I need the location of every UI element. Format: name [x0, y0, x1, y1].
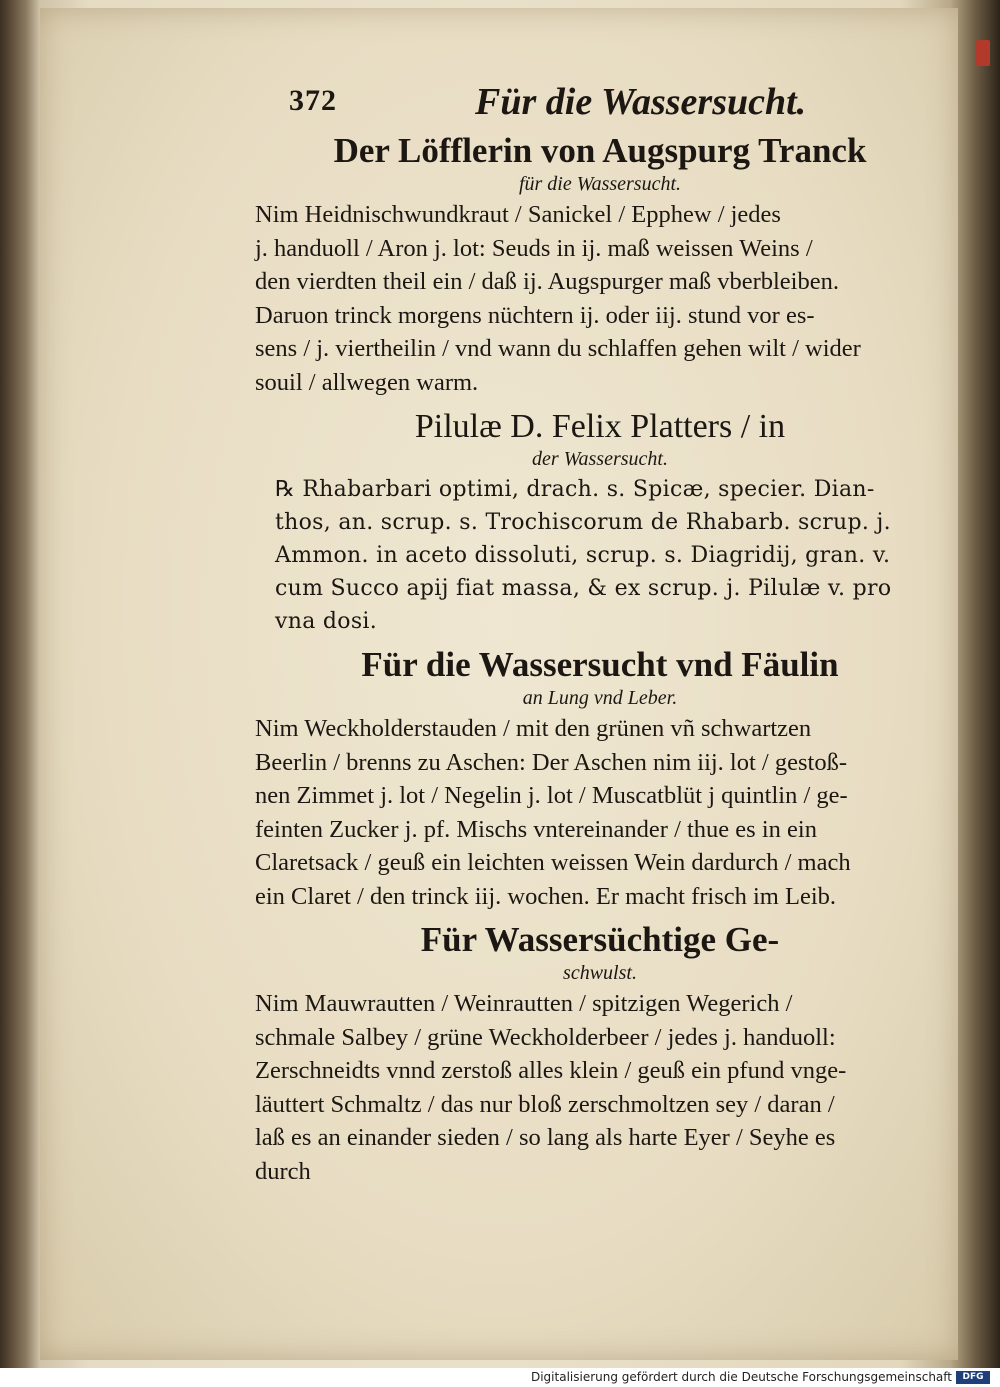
section-subtitle: an Lung vnd Leber.	[522, 687, 678, 709]
section-subtitle: schwulst.	[563, 962, 637, 984]
page-number: 372	[289, 84, 337, 117]
section-loefflerin	[255, 130, 945, 399]
section-body: ℞ Rhabarbari optimi, drach. s. Spicæ, specier. Dian- thos, an. scrup. s. Trochiscorum de Rhabarb. scrup. j. Ammon. in aceto dissoluti, scrup. s. Diagridij, gran. v. cum Succo apij fiat massa, & ex scrup. j. Pilulæ v. pro vna dosi.	[275, 477, 892, 634]
section-body: Nim Mauwrautten / Weinrautten / spitzigen Wegerich / schmale Salbey / grüne Weckholderbeer / jedes j. handuoll: Zerschneidts vnnd zerstoß alles klein / geuß ein pfund vnge- läuttert Schmaltz / das nur bloß zerschmoltzen sey / daran / laß es an einander sieden / so lang als harte Eyer / Seyhe es durch	[255, 990, 847, 1185]
dfg-logo: DFG	[956, 1371, 990, 1384]
footer-bar	[0, 1368, 1000, 1387]
section-title: Für die Wassersucht vnd Fäulin	[361, 645, 839, 684]
section-body: Nim Heidnischwundkraut / Sanickel / Epphew / jedes j. handuoll / Aron j. lot: Seuds in ij. maß weissen Weins / den vierdten theil ein / daß ij. Augspurger maß vberbleiben. Daruon trinck morgens nüchtern ij. oder iij. stund vor es- sens / j. viertheilin / vnd wann du schlaffen gehen wilt / wider souil / allwegen warm.	[255, 201, 861, 396]
running-head	[255, 72, 945, 130]
footer-credit: Digitalisierung gefördert durch die Deutsche Forschungsgemeinschaft	[530, 1370, 952, 1384]
section-faeulin	[255, 644, 945, 913]
section-title: Pilulæ D. Felix Platters / in	[414, 408, 786, 445]
section-body: Nim Weckholderstauden / mit den grünen vñ schwartzen Beerlin / brenns zu Aschen: Der Aschen nim iij. lot / gestoß- nen Zimmet j. lot / Negelin j. lot / Muscatblüt j quintlin / ge- feinten Zucker j. pf. Mischs vntereinander / thue es in ein Claretsack / geuß ein leichten weissen Wein dardurch / mach ein Claret / den trinck iij. wochen. Er macht frisch im Leib.	[255, 715, 851, 910]
section-subtitle: der Wassersucht.	[532, 448, 668, 470]
section-pilulae	[255, 407, 945, 638]
section-geschwulst	[255, 919, 945, 1188]
section-title: Für Wassersüchtige Ge-	[420, 920, 780, 959]
page-text	[255, 72, 945, 1188]
section-title: Der Löfflerin von Augspurg Tranck	[333, 131, 867, 170]
bookmark-tab	[976, 40, 990, 66]
section-subtitle: für die Wassersucht.	[518, 173, 682, 195]
running-title: Für die Wassersucht.	[475, 81, 807, 123]
